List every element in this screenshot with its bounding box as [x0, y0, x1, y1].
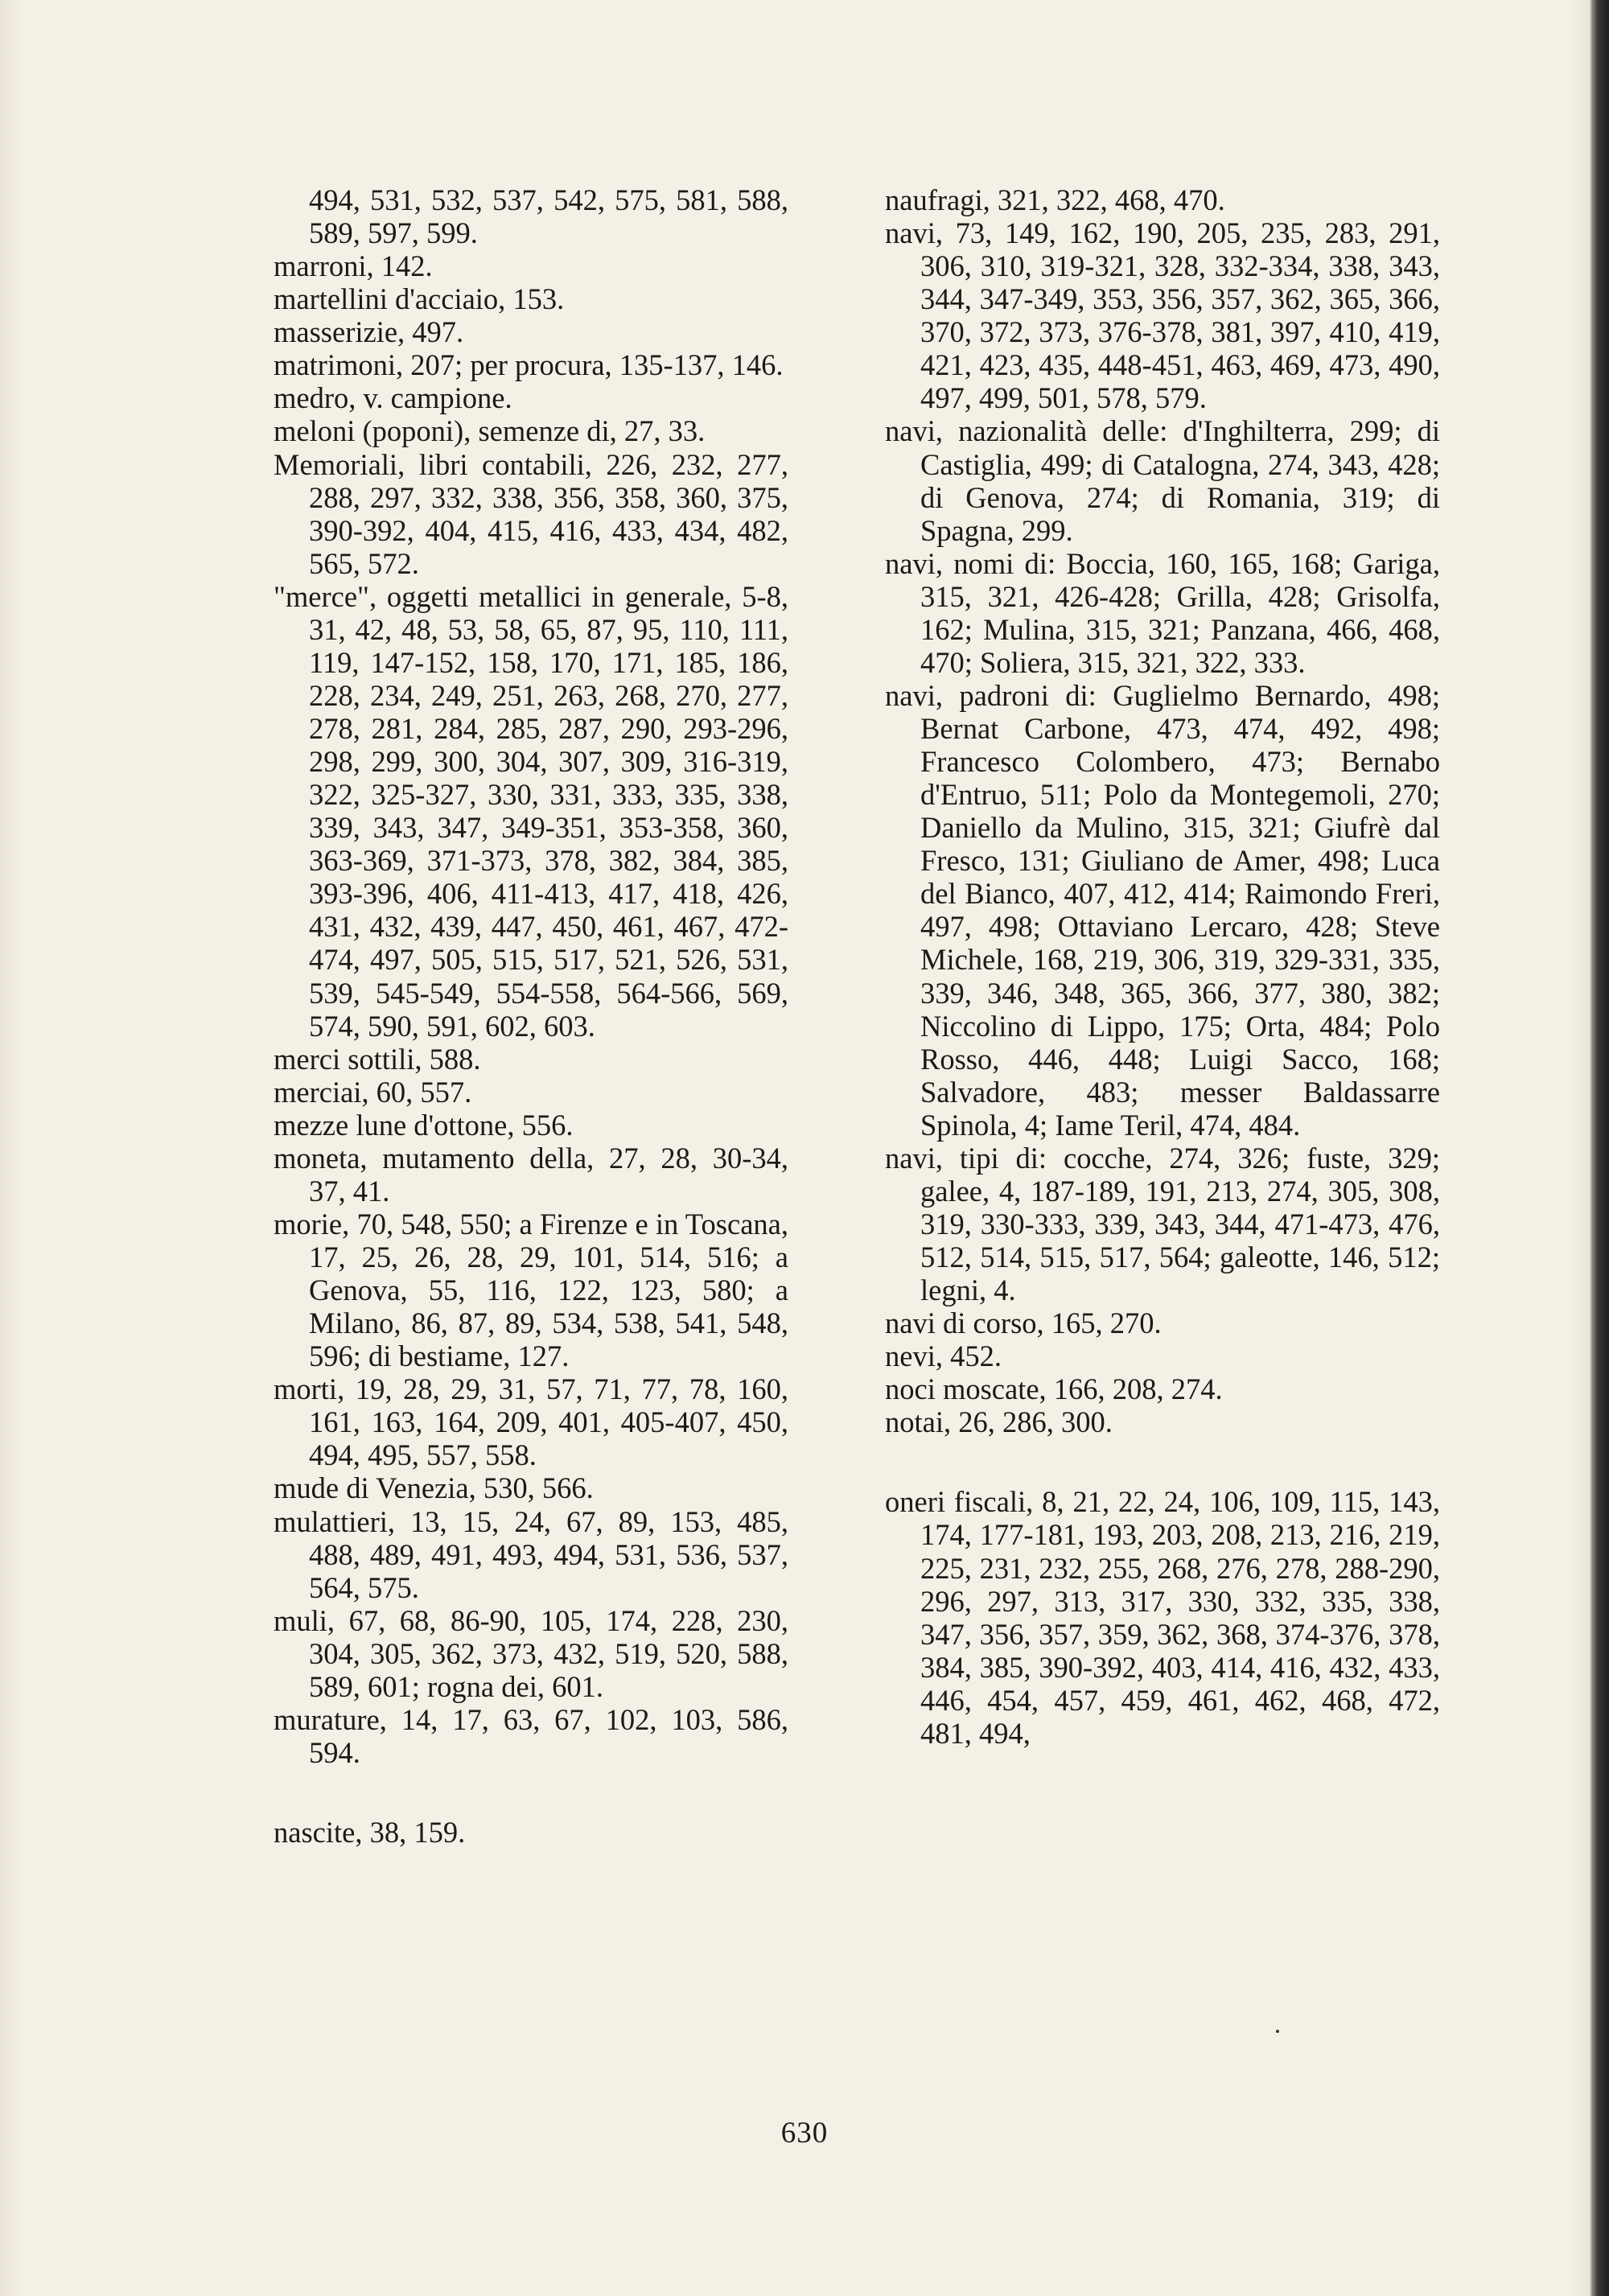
index-entry: muli, 67, 68, 86-90, 105, 174, 228, 230, 304, 305, 362, 373, 432, 519, 520, 588, 589, 601; rogna dei, 601.	[274, 1603, 788, 1703]
index-entry: navi, nomi di: Boccia, 160, 165, 168; Gariga, 315, 321, 426-428; Grilla, 428; Grisolfa, 162; Mulina, 315, 321; Panzana, 466, 468, 470; Soliera, 315, 321, 322, 333.	[885, 546, 1440, 679]
index-entry: navi, padroni di: Guglielmo Bernardo, 498; Bernat Carbone, 473, 474, 492, 498; Francesco Colombero, 473; Bernabo d'Entruo, 511; Polo da Montegemoli, 270; Daniello da Mulino, 315, 321; Giufrè dal Fresco, 131; Giuliano de Amer, 498; Luca del Bianco, 407, 412, 414; Raimondo Freri, 497, 498; Ottaviano Lercaro, 428; Steve Michele, 168, 219, 306, 319, 329-331, 335, 339, 346, 348, 365, 366, 377, 380, 382; Niccolino di Lippo, 175; Orta, 484; Polo Rosso, 446, 448; Luigi Sacco, 168; Salvadore, 483; messer Baldassarre Spinola, 4; Iame Teril, 474, 484.	[885, 678, 1440, 1142]
index-entry: navi, nazionalità delle: d'Inghilterra, 299; di Castiglia, 499; di Catalogna, 274, 343, 428; di Genova, 274; di Romania, 319; di Spagna, 299.	[885, 414, 1440, 547]
index-entry: oneri fiscali, 8, 21, 22, 24, 106, 109, 115, 143, 174, 177-181, 193, 203, 208, 213, 216, 219, 225, 231, 232, 255, 268, 276, 278, 288-290, 296, 297, 313, 317, 330, 332, 335, 338, 347, 356, 357, 359, 362, 368, 374-376, 378, 384, 385, 390-392, 403, 414, 416, 432, 433, 446, 454, 457, 459, 461, 462, 468, 472, 481, 494,	[885, 1485, 1440, 1750]
index-entry: meloni (poponi), semenze di, 27, 33.	[274, 414, 706, 448]
index-entry: noci moscate, 166, 208, 274.	[885, 1372, 1223, 1406]
index-entry: medro, v. campione.	[274, 381, 512, 415]
index-entry: murature, 14, 17, 63, 67, 102, 103, 586, 594.	[274, 1702, 788, 1769]
index-entry: morie, 70, 548, 550; a Firenze e in Toscana, 17, 25, 26, 28, 29, 101, 514, 516; a Genova, 55, 116, 122, 123, 580; a Milano, 86, 87, 89, 534, 538, 541, 548, 596; di bestiame, 127.	[274, 1207, 788, 1373]
ink-speck	[1276, 2030, 1279, 2033]
index-entry: navi di corso, 165, 270.	[885, 1306, 1162, 1340]
index-entry: martellini d'acciaio, 153.	[274, 282, 565, 316]
index-entry: morti, 19, 28, 29, 31, 57, 71, 77, 78, 160, 161, 163, 164, 209, 401, 405-407, 450, 494, 495, 557, 558.	[274, 1372, 788, 1472]
index-entry: navi, tipi di: cocche, 274, 326; fuste, 329; galee, 4, 187-189, 191, 213, 274, 305, 308, 319, 330-333, 339, 343, 344, 471-473, 476, 512, 514, 515, 517, 564; galeotte, 146, 512; legni, 4.	[885, 1141, 1440, 1307]
index-entry: merci sottili, 588.	[274, 1042, 481, 1076]
index-entry: mude di Venezia, 530, 566.	[274, 1471, 594, 1505]
index-entry: nevi, 452.	[885, 1339, 1002, 1373]
letter-section-gap	[274, 1769, 788, 1816]
index-entry: naufragi, 321, 322, 468, 470.	[885, 183, 1225, 216]
index-entry: mezze lune d'ottone, 556.	[274, 1108, 574, 1142]
index-entry: matrimoni, 207; per procura, 135-137, 146.	[274, 348, 784, 382]
index-entry: moneta, mutamento della, 27, 28, 30-34, 37, 41.	[274, 1141, 788, 1208]
index-entry: "merce", oggetti metallici in generale, 5-8, 31, 42, 48, 53, 58, 65, 87, 95, 110, 111, 119, 147-152, 158, 170, 171, 185, 186, 228, 234, 249, 251, 263, 268, 270, 277, 278, 281, 284, 285, 287, 290, 293-296, 298, 299, 300, 304, 307, 309, 316-319, 322, 325-327, 330, 331, 333, 335, 338, 339, 343, 347, 349-351, 353-358, 360, 363-369, 371-373, 378, 382, 384, 385, 393-396, 406, 411-413, 417, 418, 426, 431, 432, 439, 447, 450, 461, 467, 472-474, 497, 505, 515, 517, 521, 526, 531, 539, 545-549, 554-558, 564-566, 569, 574, 590, 591, 602, 603.	[274, 579, 788, 1043]
index-entry: marroni, 142.	[274, 249, 433, 283]
page-binding-edge	[1591, 0, 1609, 2296]
index-column-right	[885, 183, 1440, 1750]
index-entry: mulattieri, 13, 15, 24, 67, 89, 153, 485, 488, 489, 491, 493, 494, 531, 536, 537, 564, 575.	[274, 1504, 788, 1604]
index-entry: masserizie, 497.	[274, 315, 464, 349]
index-entry: Memoriali, libri contabili, 226, 232, 277, 288, 297, 332, 338, 356, 358, 360, 375, 390-392, 404, 415, 416, 433, 434, 482, 565, 572.	[274, 447, 788, 580]
index-column-left	[274, 183, 788, 1849]
letter-section-gap	[885, 1438, 1440, 1485]
index-entry: 494, 531, 532, 537, 542, 575, 581, 588, 589, 597, 599.	[309, 183, 788, 250]
index-entry: merciai, 60, 557.	[274, 1075, 472, 1109]
page-number: 630	[780, 2117, 829, 2150]
index-entry: notai, 26, 286, 300.	[885, 1405, 1113, 1439]
index-entry: nascite, 38, 159.	[274, 1816, 466, 1849]
index-entry: navi, 73, 149, 162, 190, 205, 235, 283, 291, 306, 310, 319-321, 328, 332-334, 338, 343, 344, 347-349, 353, 356, 357, 362, 365, 366, 370, 372, 373, 376-378, 381, 397, 410, 419, 421, 423, 435, 448-451, 463, 469, 473, 490, 497, 499, 501, 578, 579.	[885, 216, 1440, 415]
